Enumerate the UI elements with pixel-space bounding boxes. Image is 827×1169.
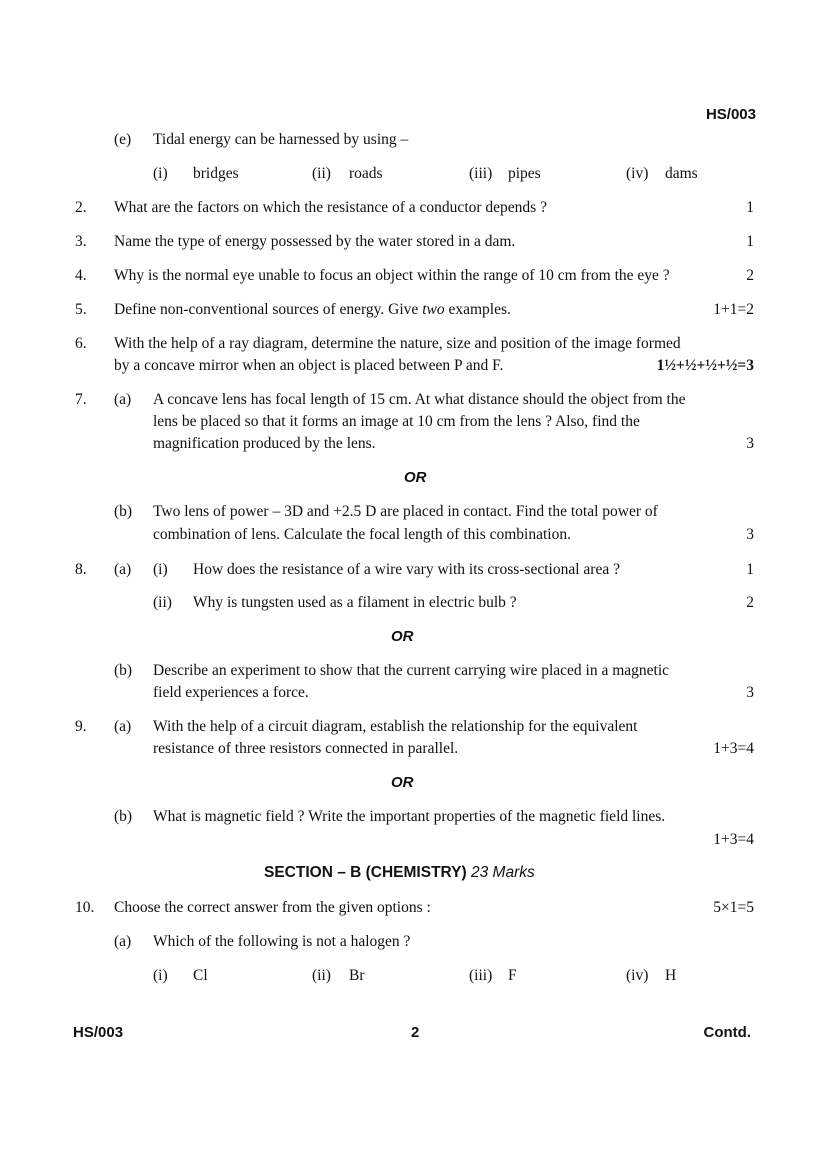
q10a-option-3-num: (iii) (469, 967, 493, 984)
q9-number: 9. (75, 718, 87, 735)
q3-marks: 1 (746, 233, 754, 250)
q5-number: 5. (75, 301, 87, 318)
q7-or: OR (404, 469, 427, 486)
section-b-heading (264, 864, 535, 882)
footer-contd: Contd. (703, 1024, 751, 1041)
q5-marks: 1+1=2 (713, 301, 754, 318)
q10a-option-1-num: (i) (153, 967, 168, 984)
q10a-option-3-text: F (508, 967, 517, 984)
q8b-line-1: Describe an experiment to show that the current carrying wire placed in a magnetic (153, 662, 670, 679)
q8b-line-2: field experiences a force. (153, 684, 309, 701)
q6-line-1: With the help of a ray diagram, determine the nature, size and position of the image formed (114, 335, 681, 352)
q10a-option-1-text: Cl (193, 967, 208, 984)
q6-line-2: by a concave mirror when an object is placed between P and F. (114, 357, 504, 374)
q8a-ii-marks: 2 (746, 594, 754, 611)
q8a-label: (a) (114, 561, 132, 578)
section-b-title: SECTION – B (CHEMISTRY) (264, 864, 467, 881)
q10a-option-2-text: Br (349, 967, 365, 984)
q1e-text: Tidal energy can be harnessed by using – (153, 131, 409, 148)
q2-marks: 1 (746, 199, 754, 216)
q1e-option-2-num: (ii) (312, 165, 331, 182)
q10a-text: Which of the following is not a halogen ? (153, 933, 411, 950)
q5-text (114, 301, 511, 319)
q7a-line-1: A concave lens has focal length of 15 cm. At what distance should the object from the (153, 391, 686, 408)
q8a-ii-text: Why is tungsten used as a filament in electric bulb ? (193, 594, 517, 611)
q7a-line-2: lens be placed so that it forms an image at 10 cm from the lens ? Also, find the (153, 413, 640, 430)
q10a-label: (a) (114, 933, 132, 950)
q7a-label: (a) (114, 391, 132, 408)
q2-text: What are the factors on which the resistance of a conductor depends ? (114, 199, 547, 216)
q2-number: 2. (75, 199, 87, 216)
q8b-marks: 3 (746, 684, 754, 701)
q7b-line-2: combination of lens. Calculate the focal length of this combination. (153, 526, 571, 543)
q9a-marks: 1+3=4 (713, 740, 754, 757)
q9a-label: (a) (114, 718, 132, 735)
q5-text-emphasis: two (422, 301, 445, 318)
q8-or: OR (391, 628, 414, 645)
header-code: HS/003 (705, 106, 756, 123)
q10-number: 10. (75, 899, 95, 916)
q1e-option-1-text: bridges (193, 165, 239, 182)
q8-number: 8. (75, 561, 87, 578)
q9b-marks: 1+3=4 (713, 831, 754, 848)
q10a-option-2-num: (ii) (312, 967, 331, 984)
q9-or: OR (391, 774, 414, 791)
q4-text: Why is the normal eye unable to focus an object within the range of 10 cm from the eye ? (114, 267, 670, 284)
q9b-line-1: What is magnetic field ? Write the important properties of the magnetic field lines. (153, 808, 666, 825)
q10a-option-4-text: H (665, 967, 677, 984)
q5-text-before: Define non-conventional sources of energy. Give (114, 301, 423, 318)
q1e-option-4-num: (iv) (626, 165, 649, 182)
q10a-option-4-num: (iv) (626, 967, 649, 984)
q8a-i-text: How does the resistance of a wire vary with its cross-sectional area ? (193, 561, 620, 578)
q6-number: 6. (75, 335, 87, 352)
q3-number: 3. (75, 233, 87, 250)
q4-marks: 2 (746, 267, 754, 284)
q1e-label: (e) (114, 131, 132, 148)
q1e-option-3-num: (iii) (469, 165, 493, 182)
q9b-label: (b) (114, 808, 133, 825)
q1e-option-2-text: roads (349, 165, 383, 182)
q1e-option-3-text: pipes (508, 165, 541, 182)
q8a-i-marks: 1 (746, 561, 754, 578)
q1e-option-4-text: dams (665, 165, 698, 182)
q8a-i-label: (i) (153, 561, 168, 578)
q3-text: Name the type of energy possessed by the water stored in a dam. (114, 233, 516, 250)
q7b-label: (b) (114, 503, 133, 520)
q7b-marks: 3 (746, 526, 754, 543)
q9a-line-1: With the help of a circuit diagram, establish the relationship for the equivalent (153, 718, 638, 735)
q7a-marks: 3 (746, 435, 754, 452)
footer-code: HS/003 (73, 1024, 124, 1041)
q7b-line-1: Two lens of power – 3D and +2.5 D are placed in contact. Find the total power of (153, 503, 658, 520)
q8b-label: (b) (114, 662, 133, 679)
footer-page-number: 2 (411, 1024, 420, 1041)
q7a-line-3: magnification produced by the lens. (153, 435, 376, 452)
q4-number: 4. (75, 267, 87, 284)
q9a-line-2: resistance of three resistors connected in parallel. (153, 740, 459, 757)
q8a-ii-label: (ii) (153, 594, 172, 611)
q10-text: Choose the correct answer from the given options : (114, 899, 431, 916)
q5-text-after: examples. (444, 301, 511, 318)
q6-marks: 1½+½+½+½=3 (656, 357, 754, 374)
section-b-marks: 23 Marks (470, 864, 535, 881)
q10-marks: 5×1=5 (713, 899, 754, 916)
q7-number: 7. (75, 391, 87, 408)
q1e-option-1-num: (i) (153, 165, 168, 182)
